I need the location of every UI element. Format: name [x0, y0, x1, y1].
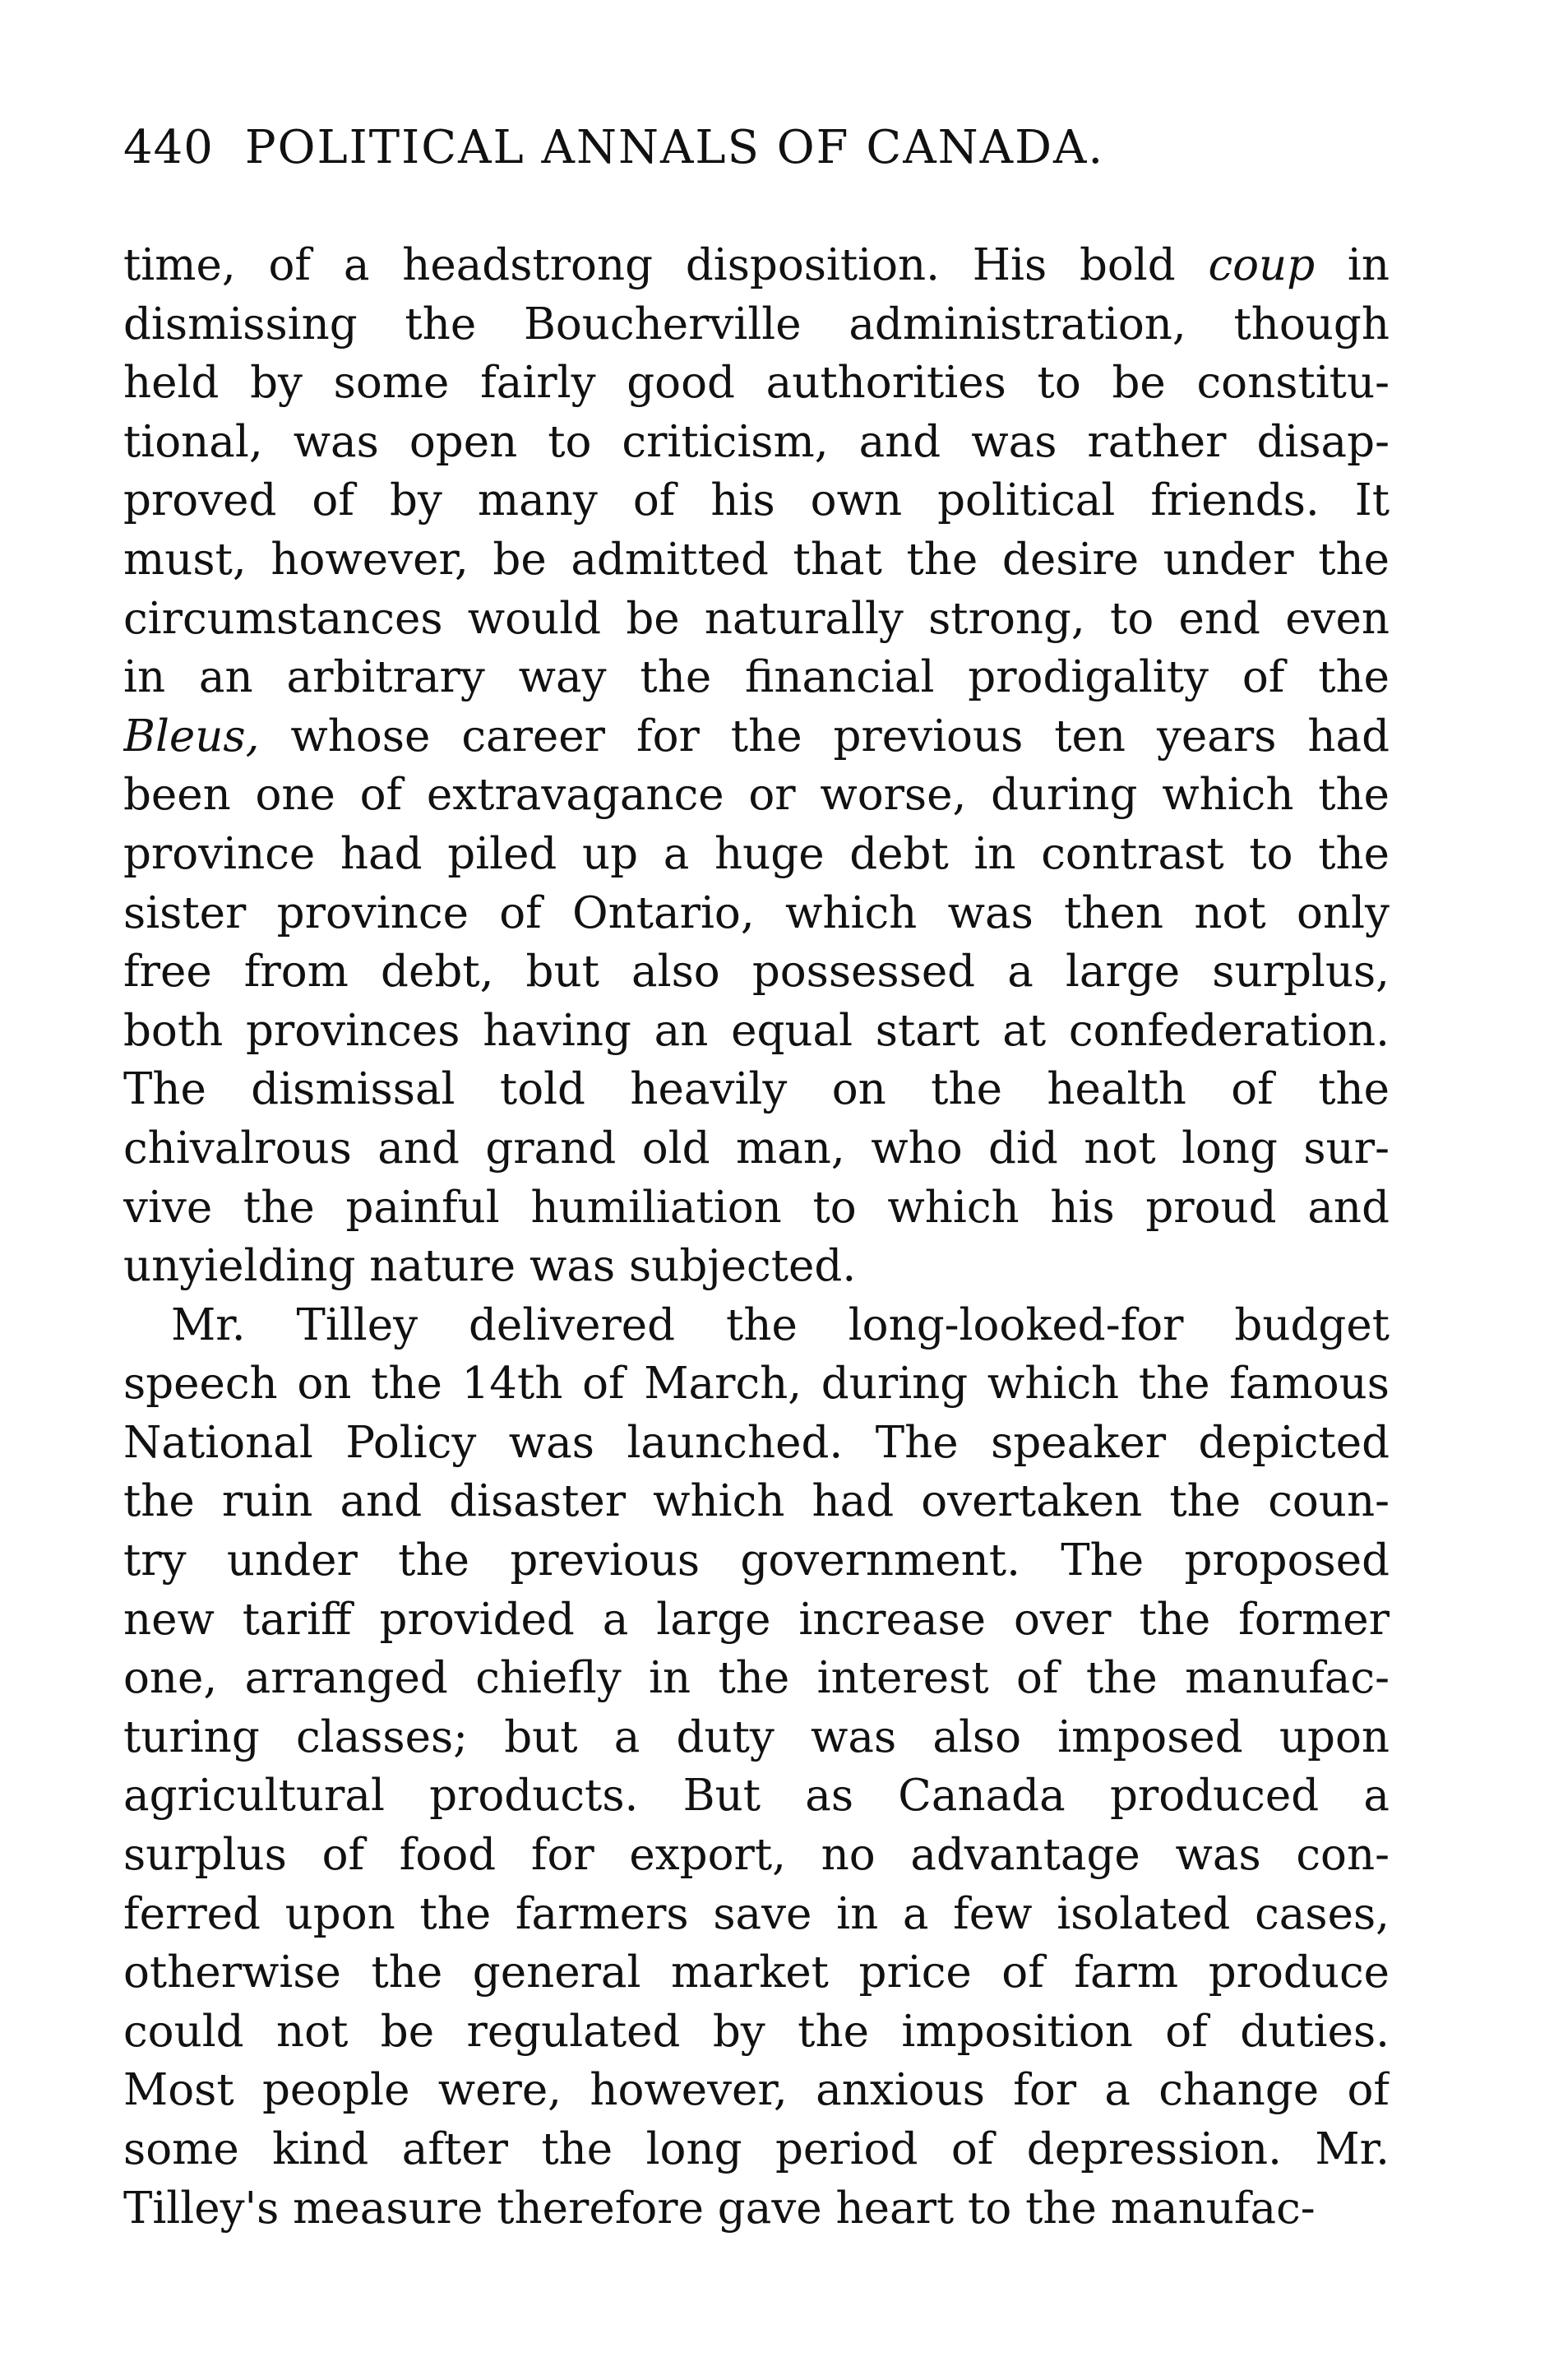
text-segment: in: [1315, 240, 1390, 290]
text-line: [123, 236, 1390, 295]
text-segment: vive the painful humiliation to which his proud and: [123, 1182, 1390, 1233]
text-line: [123, 1943, 1390, 2003]
text-segment: agricultural products. But as Canada produced a: [123, 1771, 1390, 1822]
text-segment: free from debt, but also possessed a large surplus,: [123, 947, 1390, 998]
text-line: [123, 766, 1390, 825]
text-segment: ferred upon the farmers save in a few isolated cases,: [123, 1888, 1390, 1939]
text-line: [123, 530, 1390, 590]
text-line: [123, 1708, 1390, 1767]
text-line: [123, 2179, 1390, 2239]
text-line: [123, 648, 1390, 707]
text-segment: proved of by many of his own political friends. It: [123, 475, 1390, 526]
text-line: [123, 707, 1390, 766]
text-segment: chivalrous and grand old man, who did not long sur-: [123, 1123, 1390, 1174]
text-segment: Mr. Tilley delivered the long-looked-for budget: [171, 1299, 1390, 1350]
text-line: [123, 1414, 1390, 1473]
text-segment: must, however, be admitted that the desire under the: [123, 534, 1390, 585]
text-segment: whose career for the previous ten years had: [259, 711, 1390, 762]
text-line: [123, 590, 1390, 649]
text-line: [123, 1296, 1390, 1355]
text-line: [123, 1472, 1390, 1531]
text-line: [123, 471, 1390, 530]
text-segment: province had piled up a huge debt in contrast to the: [123, 828, 1390, 879]
text-segment: circumstances would be naturally strong, to end even: [123, 593, 1390, 644]
text-line: [123, 942, 1390, 1002]
text-segment: tional, was open to criticism, and was rather disap-: [123, 416, 1390, 467]
text-segment: dismissing the Boucherville administration, though: [123, 299, 1390, 350]
text-line: [123, 1591, 1390, 1650]
text-segment: unyielding nature was subjected.: [123, 1241, 857, 1292]
text-line: [123, 2003, 1390, 2062]
text-segment: new tariff provided a large increase over the former: [123, 1594, 1390, 1645]
text-line: [123, 1119, 1390, 1178]
text-line: [123, 1826, 1390, 1885]
italic-text: Bleus,: [123, 711, 260, 762]
text-segment: surplus of food for export, no advantage was con-: [123, 1830, 1390, 1881]
text-segment: Tilley's measure therefore gave heart to the manufac-: [123, 2183, 1316, 2234]
text-segment: could not be regulated by the imposition of duties.: [123, 2006, 1390, 2057]
text-line: [123, 413, 1390, 472]
text-line: [123, 1531, 1390, 1591]
running-title: POLITICAL ANNALS OF CANADA.: [244, 121, 1105, 174]
body-text: [123, 236, 1390, 2238]
text-line: [123, 2061, 1390, 2120]
text-line: [123, 825, 1390, 884]
text-segment: held by some fairly good authorities to be constitu-: [123, 358, 1390, 409]
text-line: [123, 1885, 1390, 1944]
text-line: [123, 2120, 1390, 2179]
text-segment: both provinces having an equal start at confederation.: [123, 1005, 1390, 1056]
text-line: [123, 1002, 1390, 1061]
text-segment: time, of a headstrong disposition. His bold: [123, 240, 1209, 290]
text-segment: National Policy was launched. The speaker depicted: [123, 1417, 1390, 1468]
italic-text: coup: [1208, 240, 1316, 290]
text-line: [123, 1766, 1390, 1826]
text-line: [123, 1649, 1390, 1708]
text-segment: turing classes; but a duty was also imposed upon: [123, 1711, 1390, 1762]
text-line: [123, 884, 1390, 943]
text-segment: Most people were, however, anxious for a change of: [123, 2065, 1390, 2116]
paragraph: [123, 236, 1390, 1296]
text-segment: The dismissal told heavily on the health of the: [123, 1064, 1390, 1115]
text-line: [123, 1354, 1390, 1414]
paragraph: [123, 1296, 1390, 2239]
text-segment: some kind after the long period of depression. Mr.: [123, 2124, 1390, 2174]
text-line: [123, 1237, 1390, 1296]
text-segment: speech on the 14th of March, during which the famous: [123, 1359, 1390, 1410]
text-line: [123, 1178, 1390, 1238]
text-segment: otherwise the general market price of farm produce: [123, 1947, 1390, 1998]
text-line: [123, 295, 1390, 354]
page-number: 440: [123, 121, 214, 174]
text-line: [123, 354, 1390, 413]
text-segment: one, arranged chiefly in the interest of the manufac-: [123, 1653, 1390, 1704]
text-segment: in an arbitrary way the financial prodigality of the: [123, 652, 1390, 703]
text-segment: the ruin and disaster which had overtaken the coun-: [123, 1476, 1390, 1527]
text-segment: been one of extravagance or worse, during which the: [123, 770, 1390, 821]
text-segment: sister province of Ontario, which was then not only: [123, 887, 1390, 938]
running-head: [123, 115, 1390, 181]
text-segment: try under the previous government. The proposed: [123, 1535, 1390, 1586]
text-line: [123, 1060, 1390, 1119]
